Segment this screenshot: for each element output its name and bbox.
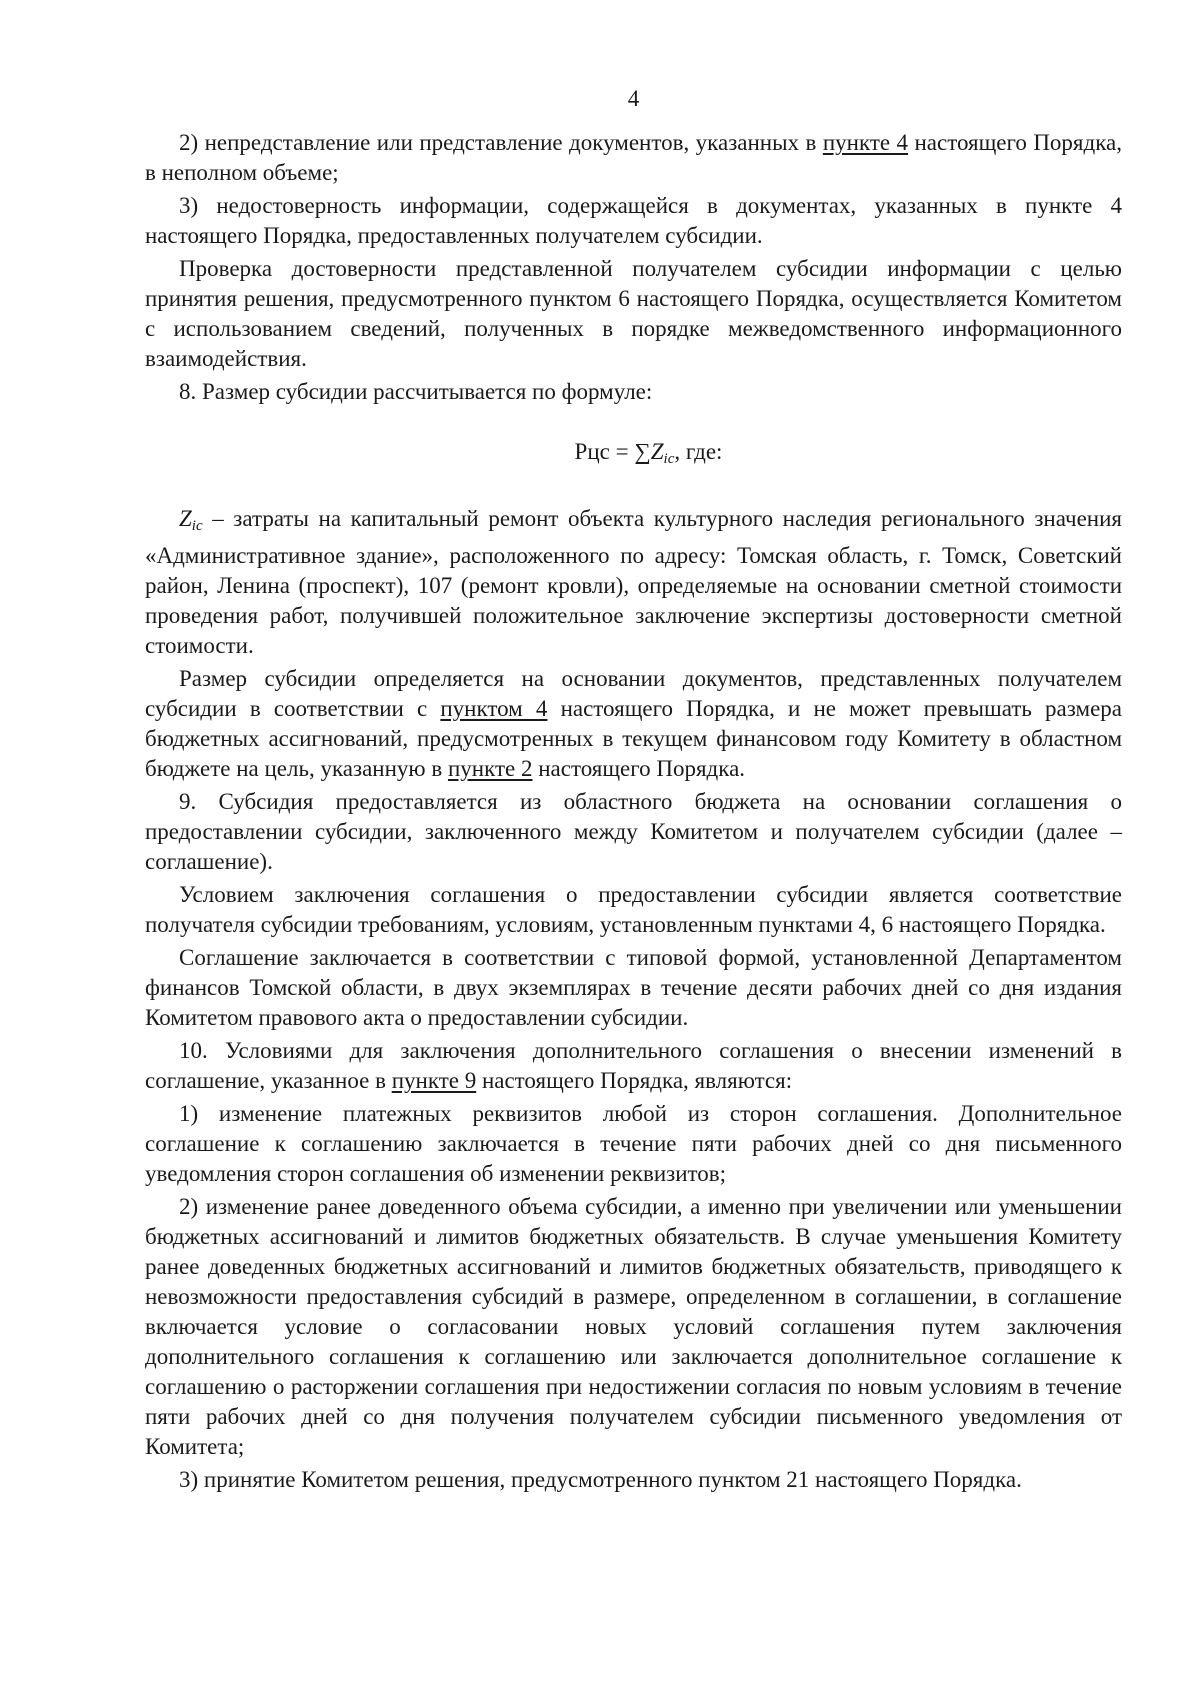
item-3-paragraph: 3) недостоверность информации, содержащейся в документах, указанных в пункте 4 настоящего Порядка, предоставленных получателем субсидии. xyxy=(145,193,1122,248)
condition-paragraph: Условием заключения соглашения о предоставлении субсидии является соответствие получателя субсидии требованиям, условиям, установленным пунктами 4, 6 настоящего Порядка. xyxy=(145,882,1122,937)
zic-sub: ic xyxy=(191,518,203,534)
size-text-3: настоящего Порядка. xyxy=(532,756,746,781)
item-10-text: 10. Условиями для заключения дополнительного соглашения о внесении изменений в соглашение, указанное в xyxy=(145,1038,1122,1093)
item-8-paragraph: 8. Размер субсидии рассчитывается по формуле: xyxy=(179,379,653,404)
item-10-2-paragraph: 2) изменение ранее доведенного объема субсидии, а именно при увеличении или уменьшении бюджетных ассигнований и лимитов бюджетных обязательств. В случае уменьшения Комитету ранее доведенных бюджетных ассигнований и лимитов бюджетных обязательств, приводящего к невозможности предоставления субсидий в размере, определенном в соглашении, в соглашение включается условие о согласовании новых условий соглашения путем заключения дополнительного соглашения к соглашению или заключается дополнительное соглашение к соглашению о расторжении соглашения при недостижении согласия по новым условиям в течение пяти рабочих дней со дня получения получателем субсидии письменного уведомления от Комитета; xyxy=(145,1194,1122,1459)
item-2-text-end: настоящего Порядка, в неполном объеме; xyxy=(145,130,1122,185)
zic-var: Z xyxy=(179,506,192,531)
verification-paragraph: Проверка достоверности представленной получателем субсидии информации с целью принятия решения, предусмотренного пунктом 6 настоящего Порядка, осуществляется Комитетом с использованием сведений, полученных в порядке межведомственного информационного взаимодействия. xyxy=(145,256,1122,371)
agreement-paragraph: Соглашение заключается в соответствии с типовой формой, установленной Департаментом финансов Томской области, в двух экземплярах в течение десяти рабочих дней со дня издания Комитетом правового акта о предоставлении субсидии. xyxy=(145,945,1122,1030)
link-punkte-2[interactable]: пункте 2 xyxy=(447,756,533,781)
zic-definition-paragraph xyxy=(145,504,1122,661)
formula-lhs: Рцс = ∑ xyxy=(574,439,651,464)
formula-sub: ic xyxy=(663,451,675,467)
link-punkt-4[interactable]: пункте 4 xyxy=(822,130,909,155)
formula-var: Z xyxy=(650,439,664,464)
item-10-paragraph xyxy=(145,1036,1122,1096)
item-9-paragraph: 9. Субсидия предоставляется из областного бюджета на основании соглашения о предоставлении субсидии, заключенного между Комитетом и получателем субсидии (далее – соглашение). xyxy=(145,789,1122,874)
document-body xyxy=(145,128,1122,1495)
item-10-text-end: настоящего Порядка, являются: xyxy=(476,1068,793,1093)
subsidy-size-paragraph xyxy=(145,664,1122,784)
formula-post: , где: xyxy=(674,439,723,464)
item-2-text: 2) непредставление или представление документов, указанных в xyxy=(179,130,823,155)
formula xyxy=(145,437,1122,474)
zic-text: – затраты на капитальный ремонт объекта культурного наследия регионального значения «Административное здание», расположенного по адресу: Томская область, г. Томск, Советский район, Ленина (проспект), 107 (ремонт кровли), определяемые на основании сметной стоимости проведения работ, получившей положительное заключение экспертизы достоверности сметной стоимости. xyxy=(145,506,1122,658)
size-text-1: Размер субсидии определяется на основании документов, представленных получателем субсидии в соответствии с xyxy=(145,666,1122,721)
item-10-3-paragraph: 3) принятие Комитетом решения, предусмотренного пунктом 21 настоящего Порядка. xyxy=(179,1467,1022,1492)
link-punkte-9[interactable]: пункте 9 xyxy=(391,1068,477,1093)
item-2-paragraph xyxy=(145,128,1122,188)
link-punktom-4[interactable]: пунктом 4 xyxy=(440,696,548,721)
item-10-1-paragraph: 1) изменение платежных реквизитов любой из сторон соглашения. Дополнительное соглашение к соглашению заключается в течение пяти рабочих дней со дня письменного уведомления сторон соглашения об изменении реквизитов; xyxy=(145,1101,1122,1186)
size-text-2: настоящего Порядка, и не может превышать размера бюджетных ассигнований, предусмотренных в текущем финансовом году Комитету в областном бюджете на цель, указанную в xyxy=(145,696,1122,781)
page-number: 4 xyxy=(627,86,640,111)
